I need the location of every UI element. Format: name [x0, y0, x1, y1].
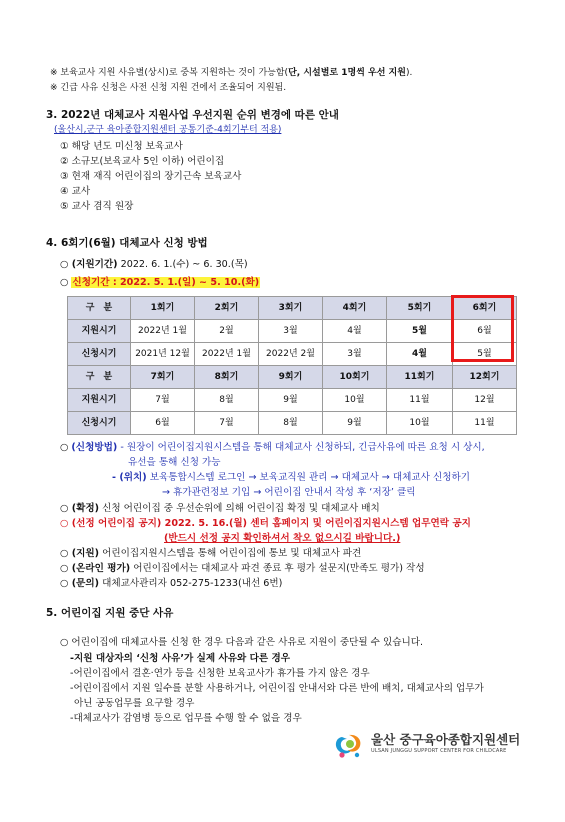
row-label: 지원시기	[68, 389, 131, 412]
center-name: 울산 중구육아종합지원센터	[371, 732, 521, 747]
table-cell: 9월	[259, 389, 323, 412]
section4-title: 4. 6회기(6월) 대체교사 신청 방법	[46, 237, 208, 249]
table-cell: 12월	[453, 389, 517, 412]
support-period: ○ (지원기간) 2022. 6. 1.(수) ~ 6. 30.(목)	[60, 259, 248, 270]
table-cell: 7월	[195, 412, 259, 435]
row-label: 신청시기	[68, 343, 131, 366]
table-cell: 9월	[323, 412, 387, 435]
schedule-table	[67, 296, 517, 435]
suspension-reason: -어린이집에서 결혼·연가 등을 신청한 보육교사가 휴가를 가지 않은 경우	[70, 668, 370, 679]
contact-line: ○ (문의) 대체교사관리자 052-275-1233(내선 6번)	[60, 578, 283, 589]
table-cell: 6월	[453, 320, 517, 343]
method-location-2: → 휴가관련정보 기입 → 어린이집 안내서 작성 후 ‘저장’ 클릭	[162, 487, 416, 498]
suspension-reason-cont: 아닌 공동업무를 요구할 경우	[74, 698, 195, 709]
row-label: 지원시기	[68, 320, 131, 343]
table-row	[68, 343, 517, 366]
suspension-intro: ○ 어린이집에 대체교사를 신청 한 경우 다음과 같은 사유로 지원이 중단될 수 있습니다.	[60, 637, 424, 648]
table-cell: 8월	[195, 389, 259, 412]
section3-title: 3. 2022년 대체교사 지원사업 우선지원 순위 변경에 따른 안내	[46, 109, 339, 121]
table-header-cell: 11회기	[387, 366, 453, 389]
table-header-cell: 10회기	[323, 366, 387, 389]
selection-notice-warning: (반드시 선정 공지 확인하셔서 착오 없으시길 바랍니다.)	[164, 533, 401, 544]
table-header-cell: 12회기	[453, 366, 517, 389]
table-cell: 10월	[387, 412, 453, 435]
table-header-cell: 5회기	[387, 297, 453, 320]
current-session-highlight-box	[451, 295, 514, 362]
evaluation-line: ○ (온라인 평가) 어린이집에서는 대체교사 파견 종료 후 평가 설문지(만족도 평가) 작성	[60, 563, 425, 574]
table-cell: 2월	[195, 320, 259, 343]
priority-item: ④ 교사	[60, 186, 91, 197]
table-cell: 6월	[131, 412, 195, 435]
confirm-line: ○ (확정) 신청 어린이집 중 우선순위에 의해 어린이집 확정 및 대체교사 배치	[60, 503, 380, 514]
suspension-reason: -지원 대상자의 ‘신청 사유’가 실제 사유와 다른 경우	[70, 653, 291, 664]
table-header-cell: 3회기	[259, 297, 323, 320]
table-header-cell: 구 분	[68, 297, 131, 320]
row-label: 신청시기	[68, 412, 131, 435]
suspension-reason: -대체교사가 감염병 등으로 업무를 수행 할 수 없을 경우	[70, 713, 302, 724]
selection-notice: ○ (선정 어린이집 공지) 2022. 5. 16.(월) 센터 홈페이지 및 어린이집지원시스템 업무연락 공지	[60, 518, 471, 529]
note-duplicate-support: ※ 보육교사 지원 사유별(상시)로 중복 지원하는 것이 가능함(단, 시설별로 1명씩 우선 지원).	[50, 68, 413, 78]
priority-item: ③ 현재 재직 어린이집의 장기근속 보육교사	[60, 171, 242, 182]
suspension-reason: -어린이집에서 지원 일수를 분할 사용하거나, 어린이집 안내서와 다른 반에 배치, 대체교사의 업무가	[70, 683, 484, 694]
method-line-1: ○ (신청방법) - 원장이 어린이집지원시스템을 통해 대체교사 신청하되, 긴급사유에 따른 요청 시 상시,	[60, 442, 485, 453]
table-header-cell: 7회기	[131, 366, 195, 389]
note-emergency: ※ 긴급 사유 신청은 사전 신청 지원 건에서 조율되어 지원됨.	[50, 83, 287, 93]
table-header-cell: 구 분	[68, 366, 131, 389]
table-row	[68, 320, 517, 343]
table-cell: 11월	[453, 412, 517, 435]
table-cell: 8월	[259, 412, 323, 435]
section3-subtitle: (울산시,군구 육아종합지원센터 공통기준-4회기부터 적용)	[54, 125, 282, 135]
table-header-row	[68, 366, 517, 389]
table-header-cell: 4회기	[323, 297, 387, 320]
table-cell: 11월	[387, 389, 453, 412]
table-cell: 3월	[259, 320, 323, 343]
table-cell: 4월	[387, 343, 453, 366]
table-cell: 3월	[323, 343, 387, 366]
center-name-english: ULSAN JUNGGU SUPPORT CENTER FOR CHILDCARE	[371, 748, 507, 754]
method-location-1: - (위치) 보육통합시스템 로그인 → 보육교직원 관리 → 대체교사 → 대체교사 신청하기	[112, 472, 471, 483]
table-header-cell: 9회기	[259, 366, 323, 389]
table-header-cell: 8회기	[195, 366, 259, 389]
table-header-cell: 1회기	[131, 297, 195, 320]
table-cell: 5월	[387, 320, 453, 343]
center-logo	[333, 731, 548, 761]
center-logo-mark-icon	[333, 731, 367, 761]
table-cell: 5월	[453, 343, 517, 366]
priority-item: ⑤ 교사 겸직 원장	[60, 201, 134, 212]
apply-period: ○ 신청기간 : 2022. 5. 1.(일) ~ 5. 10.(화)	[60, 277, 260, 288]
priority-item: ② 소규모(보육교사 5인 이하) 어린이집	[60, 156, 225, 167]
method-line-2: 유선을 통해 신청 가능	[128, 457, 221, 468]
table-cell: 4월	[323, 320, 387, 343]
priority-item: ① 해당 년도 미신청 보육교사	[60, 141, 183, 152]
table-row	[68, 412, 517, 435]
table-cell: 2022년 1월	[195, 343, 259, 366]
table-cell: 2021년 12월	[131, 343, 195, 366]
section5-title: 5. 어린이집 지원 중단 사유	[46, 607, 174, 619]
table-row	[68, 389, 517, 412]
table-header-cell: 6회기	[453, 297, 517, 320]
table-cell: 2022년 2월	[259, 343, 323, 366]
support-line: ○ (지원) 어린이집지원시스템을 통해 어린이집에 통보 및 대체교사 파견	[60, 548, 362, 559]
table-cell: 10월	[323, 389, 387, 412]
table-cell: 7월	[131, 389, 195, 412]
table-cell: 2022년 1월	[131, 320, 195, 343]
table-header-cell: 2회기	[195, 297, 259, 320]
table-header-row	[68, 297, 517, 320]
